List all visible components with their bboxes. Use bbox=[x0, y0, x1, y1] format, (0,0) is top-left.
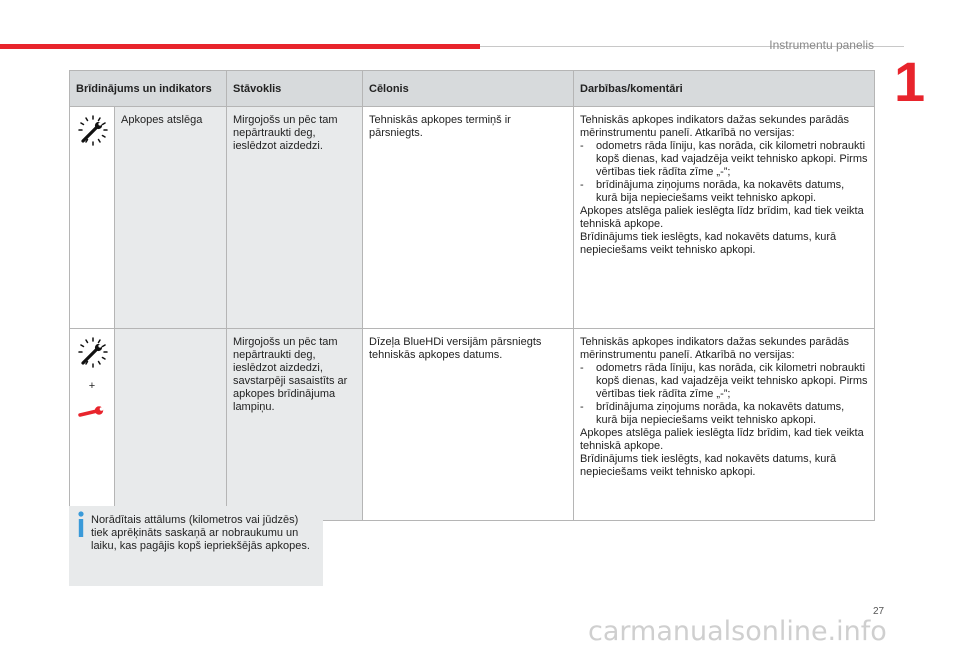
info-note bbox=[69, 506, 323, 586]
info-note-text: Norādītais attālums (kilometros vai jūdzēs) tiek aprēķināts saskaņā ar nobraukumu un laiku, kas pagājis kopš iepriekšējās apkopes. bbox=[91, 514, 310, 552]
table-row bbox=[70, 107, 875, 329]
indicator-table bbox=[69, 70, 875, 521]
col-header-state: Stāvoklis bbox=[227, 71, 363, 107]
actions-paragraph: Apkopes atslēga paliek ieslēgta līdz brīdim, kad tiek veikta tehniskā apkope. bbox=[580, 205, 864, 230]
indicator-actions bbox=[574, 107, 875, 329]
indicator-actions bbox=[574, 329, 875, 521]
list-item: - odometrs rāda līniju, kas norāda, cik kilometri nobraukti kopš dienas, kad vajadzēja veikt tehnisko apkopi. Pirms vērtības tiek rādīta zīme „-”; bbox=[580, 140, 868, 178]
list-item: - odometrs rāda līniju, kas norāda, cik kilometri nobraukti kopš dienas, kad vajadzēja veikt tehnisko apkopi. Pirms vērtības tiek rādīta zīme „-”; bbox=[580, 362, 868, 400]
table-row bbox=[70, 329, 875, 521]
list-item: - brīdinājuma ziņojums norāda, ka nokavēts datums, kurā bija nepieciešams veikt tehnisko apkopi. bbox=[580, 179, 845, 204]
col-header-warning: Brīdinājums un indikators bbox=[70, 71, 227, 107]
wrench-icon bbox=[77, 405, 107, 419]
actions-paragraph: Apkopes atslēga paliek ieslēgta līdz brīdim, kad tiek veikta tehniskā apkope. bbox=[580, 427, 864, 452]
indicator-cause: Tehniskās apkopes termiņš ir pārsniegts. bbox=[363, 107, 574, 329]
table-header-row bbox=[70, 71, 875, 107]
actions-intro: Tehniskās apkopes indikators dažas sekundes parādās mērinstrumentu panelī. Atkarībā no versijas: bbox=[580, 336, 850, 361]
list-item: - brīdinājuma ziņojums norāda, ka nokavēts datums, kurā bija nepieciešams veikt tehnisko apkopi. bbox=[580, 401, 845, 426]
header-red-bar bbox=[0, 44, 480, 49]
indicator-cause: Dīzeļa BlueHDi versijām pārsniegts tehniskās apkopes datums. bbox=[363, 329, 574, 521]
col-header-cause: Cēlonis bbox=[363, 71, 574, 107]
indicator-icon-cell bbox=[70, 107, 115, 329]
indicator-name-empty bbox=[115, 329, 227, 521]
indicator-state: Mirgojošs un pēc tam nepārtraukti deg, ieslēdzot aizdedzi. bbox=[227, 107, 363, 329]
plus-sign: + bbox=[88, 380, 96, 392]
info-i-icon bbox=[77, 511, 85, 537]
indicator-icon-cell bbox=[70, 329, 115, 521]
actions-intro: Tehniskās apkopes indikators dažas sekundes parādās mērinstrumentu panelī. Atkarībā no versijas: bbox=[580, 114, 850, 139]
actions-paragraph: Brīdinājums tiek ieslēgts, kad nokavēts datums, kurā nepieciešams veikt tehnisko apkopi. bbox=[580, 453, 837, 478]
indicator-name: Apkopes atslēga bbox=[115, 107, 227, 329]
wrench-with-rays-icon bbox=[76, 336, 110, 370]
section-title: Instrumentu panelis bbox=[769, 38, 874, 52]
page-number: 27 bbox=[873, 606, 885, 617]
col-header-actions: Darbības/komentāri bbox=[574, 71, 875, 107]
actions-paragraph: Brīdinājums tiek ieslēgts, kad nokavēts datums, kurā nepieciešams veikt tehnisko apkopi. bbox=[580, 231, 837, 256]
watermark: carmanualsonline.info bbox=[588, 616, 887, 647]
indicator-state: Mirgojošs un pēc tam nepārtraukti deg, ieslēdzot aizdedzi, savstarpēji sasaistīts ar apkopes brīdinājuma lampiņu. bbox=[227, 329, 363, 521]
chapter-number: 1 bbox=[894, 50, 926, 113]
wrench-with-rays-icon bbox=[76, 114, 110, 148]
